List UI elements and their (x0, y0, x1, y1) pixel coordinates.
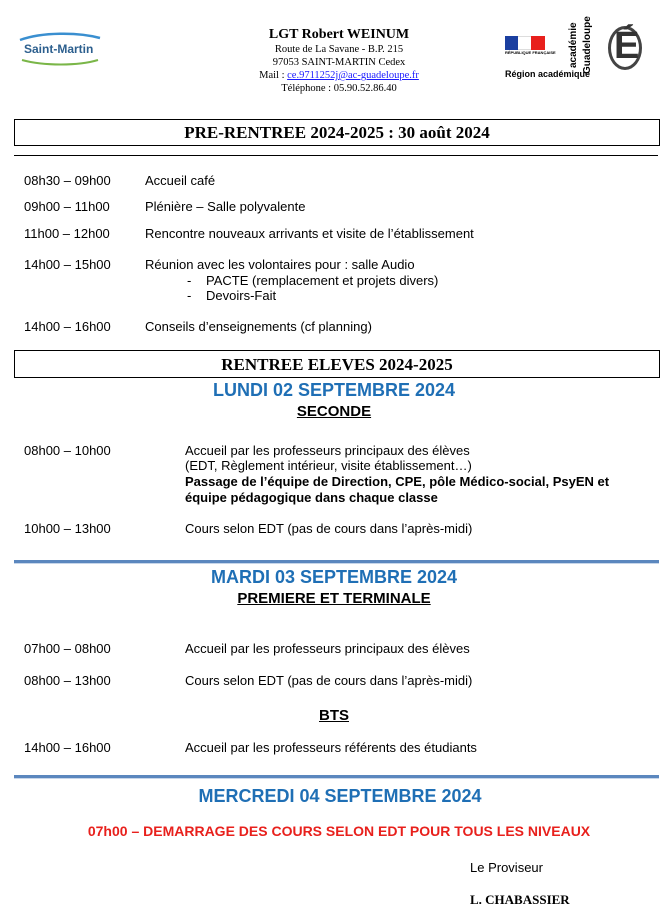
pre-rentree-rule (14, 155, 658, 156)
school-name: LGT Robert WEINUM (268, 27, 410, 42)
bullet-text: Devoirs-Fait (206, 288, 277, 303)
region-academique: Région académique (505, 69, 591, 79)
pre-rentree-activity-4: Réunion avec les volontaires pour : salle Audio (145, 257, 415, 272)
bts-activity: Accueil par les professeurs référents des étudiants (185, 740, 477, 755)
signature-name: L. CHABASSIER (470, 892, 570, 907)
bullet-text: PACTE (remplacement et projets divers) (206, 273, 439, 288)
tuesday-title: MARDI 03 SEPTEMBRE 2024 (210, 567, 458, 587)
monday-activity-1-bold-2: équipe pédagogique dans chaque classe (185, 490, 438, 505)
monday-level: SECONDE (296, 403, 372, 420)
pre-rentree-title-box (14, 119, 660, 146)
tuesday-time-1: 07h00 – 08h00 (24, 641, 111, 656)
academie-logo (558, 16, 650, 74)
monday-time-2: 10h00 – 13h00 (24, 521, 111, 536)
bullet-dash: - (187, 273, 192, 288)
pre-rentree-bullet-2 (187, 288, 276, 303)
mail-link[interactable]: ce.9711252j@ac-guadeloupe.fr (287, 70, 419, 81)
bts-label: BTS (319, 707, 349, 724)
pre-rentree-activity-3: Rencontre nouveaux arrivants et visite de l’établissement (145, 226, 474, 241)
tuesday-activity-1: Accueil par les professeurs principaux des élèves (185, 641, 470, 656)
tuesday-activity-2: Cours selon EDT (pas de cours dans l’après-midi) (185, 673, 473, 688)
pre-rentree-time-3: 11h00 – 12h00 (24, 226, 110, 241)
saint-martin-logo (14, 28, 106, 72)
monday-title: LUNDI 02 SEPTEMBRE 2024 (212, 380, 456, 400)
address-line-1: Route de La Savane - B.P. 215 (274, 44, 404, 55)
wednesday-notice: 07h00 – DEMARRAGE DES COURS SELON EDT POUR TOUS LES NIVEAUX (87, 823, 591, 839)
school-header (200, 26, 478, 95)
section-divider-2 (14, 775, 659, 779)
saint-martin-logo-text: Saint-Martin (24, 42, 94, 56)
pre-rentree-time-1: 08h30 – 09h00 (24, 173, 111, 188)
bullet-dash: - (187, 288, 192, 303)
pre-rentree-title: PRE-RENTREE 2024-2025 : 30 août 2024 (184, 123, 490, 142)
signature-role: Le Proviseur (470, 860, 543, 875)
tuesday-time-2: 08h00 – 13h00 (24, 673, 111, 688)
rentree-title: RENTREE ELEVES 2024-2025 (221, 355, 453, 374)
academie-line-2: Guadeloupe (582, 16, 593, 74)
phone-line: Téléphone : 05.90.52.86.40 (281, 83, 397, 94)
rentree-title-box (14, 350, 660, 378)
address-line-2: 97053 SAINT-MARTIN Cedex (272, 57, 406, 68)
pre-rentree-activity-2: Plénière – Salle polyvalente (145, 199, 306, 214)
tuesday-level: PREMIERE ET TERMINALE (237, 590, 431, 607)
wednesday-title: MERCREDI 04 SEPTEMBRE 2024 (198, 786, 482, 806)
pre-rentree-activity-5: Conseils d’enseignements (cf planning) (145, 319, 372, 334)
academie-e-letter: É (614, 25, 640, 67)
mail-label: Mail : (259, 70, 288, 81)
bts-time: 14h00 – 16h00 (24, 740, 111, 755)
pre-rentree-time-2: 09h00 – 11h00 (24, 199, 110, 214)
pre-rentree-activity-1: Accueil café (145, 173, 216, 188)
pre-rentree-time-4: 14h00 – 15h00 (24, 257, 111, 272)
republic-logo (505, 36, 556, 62)
pre-rentree-time-5: 14h00 – 16h00 (24, 319, 111, 334)
monday-activity-1-line-1: Accueil par les professeurs principaux des élèves (185, 443, 470, 458)
monday-time-1: 08h00 – 10h00 (24, 443, 111, 458)
academie-line-1: académie (568, 22, 579, 68)
section-divider-1 (14, 560, 659, 564)
monday-activity-1-line-2: (EDT, Règlement intérieur, visite établissement…) (185, 458, 472, 473)
mail-line (200, 69, 478, 82)
pre-rentree-bullet-1 (187, 273, 438, 288)
republic-text: RÉPUBLIQUE FRANÇAISE (505, 50, 556, 55)
monday-activity-2: Cours selon EDT (pas de cours dans l’après-midi) (185, 521, 473, 536)
monday-activity-1-bold-1: Passage de l’équipe de Direction, CPE, pôle Médico-social, PsyEN et (185, 474, 610, 489)
